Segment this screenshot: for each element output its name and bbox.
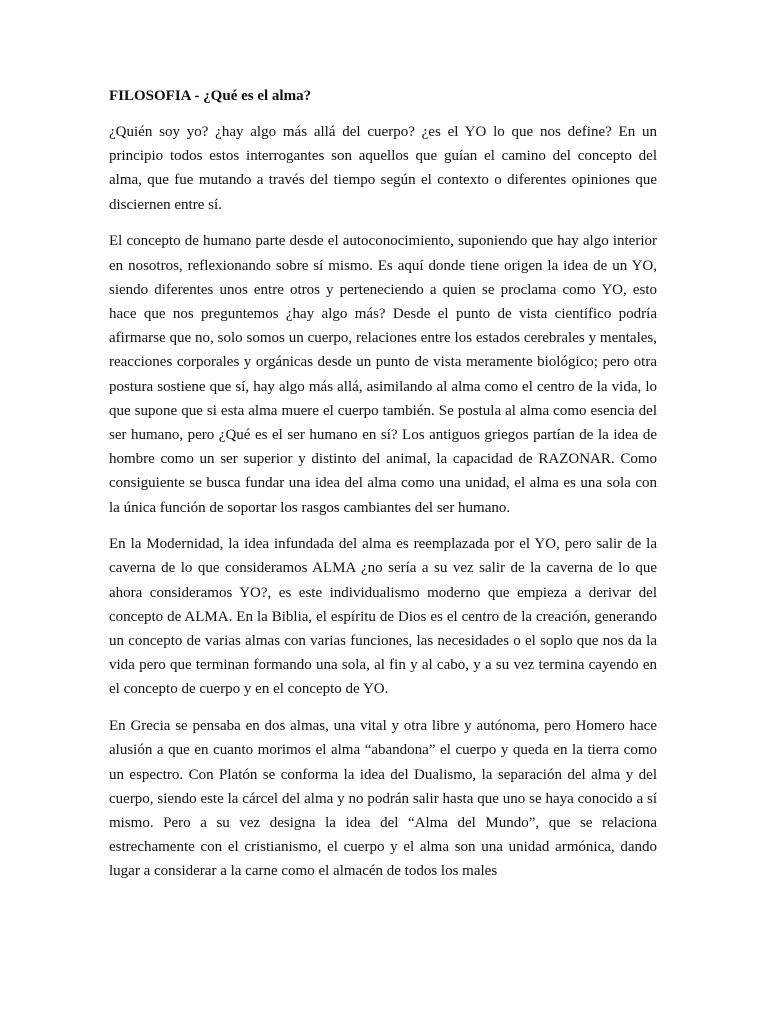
document-title: FILOSOFIA - ¿Qué es el alma? [109,88,312,104]
paragraph-greece: En Grecia se pensaba en dos almas, una vital y otra libre y autónoma, pero Homero hace alusión a que en cuanto morimos el alma “abandona” el cuerpo y queda en la tierra como un espectro. Con Platón se conforma la idea del Dualismo, la separación del alma y del cuerpo, siendo este la cárcel del alma y no podrán salir hasta que uno se haya conocido a sí mismo. Pero a su vez designa la idea del “Alma del Mundo”, que se relaciona estrechamente con el cristianismo, el cuerpo y el alma son una unidad armónica, dando lugar a considerar a la carne como el almacén de todos los males [109,718,657,880]
document-page [109,84,657,896]
paragraph-human-concept: El concepto de humano parte desde el autoconocimiento, suponiendo que hay algo interior en nosotros, reflexionando sobre sí mismo. Es aquí donde tiene origen la idea de un YO, siendo diferentes unos entre otros y perteneciendo a quien se proclama como YO, esto hace que nos preguntemos ¿hay algo más? Desde el punto de vista científico podría afirmarse que no, solo somos un cuerpo, relaciones entre los estados cerebrales y mentales, reacciones corporales y orgánicas desde un punto de vista meramente biológico; pero otra postura sostiene que sí, hay algo más allá, asimilando al alma como el centro de la vida, lo que supone que si esta alma muere el cuerpo también. Se postula al alma como esencia del ser humano, pero ¿Qué es el ser humano en sí? Los antiguos griegos partían de la idea de hombre como un ser superior y distinto del animal, la capacidad de RAZONAR. Como consiguiente se busca fundar una idea del alma como una unidad, el alma es una sola con la única función de soportar los rasgos cambiantes del ser humano. [109,233,657,516]
paragraph-intro: ¿Quién soy yo? ¿hay algo más allá del cuerpo? ¿es el YO lo que nos define? En un principio todos estos interrogantes son aquellos que guían el camino del concepto del alma, que fue mutando a través del tiempo según el contexto o diferentes opiniones que disciernen entre sí. [109,124,657,213]
paragraph-modernity: En la Modernidad, la idea infundada del alma es reemplazada por el YO, pero salir de la caverna de lo que consideramos ALMA ¿no sería a su vez salir de la caverna de lo que ahora consideramos YO?, es este individualismo moderno que empieza a derivar del concepto de ALMA. En la Biblia, el espíritu de Dios es el centro de la creación, generando un concepto de varias almas con varias funciones, las necesidades o el soplo que nos da la vida pero que terminan formando una sola, al fin y al cabo, y a su vez termina cayendo en el concepto de cuerpo y en el concepto de YO. [109,536,657,698]
